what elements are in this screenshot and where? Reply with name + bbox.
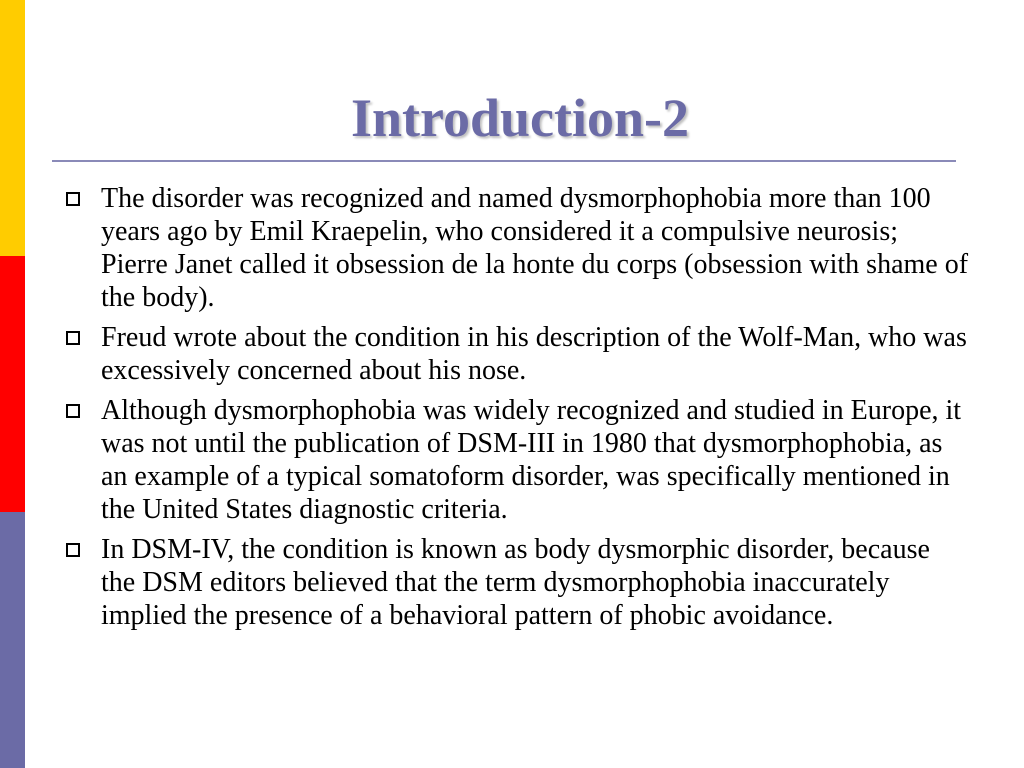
bullet-text: The disorder was recognized and named dysmorphophobia more than 100 years ago by Emil Kraepelin, who considered it a compulsive neurosis; Pierre Janet called it obsession de la honte du corps (obsession with shame of the body). (101, 183, 969, 313)
title-divider (52, 160, 956, 162)
bullet-text: In DSM-IV, the condition is known as body dysmorphic disorder, because the DSM editors believed that the term dysmorphophobia inaccurately implied the presence of a behavioral pattern of phobic avoidance. (101, 534, 930, 631)
side-bar-red-segment (0, 256, 25, 512)
bullet-item (60, 533, 970, 632)
bullet-text: Freud wrote about the condition in his description of the Wolf-Man, who was excessively concerned about his nose. (101, 322, 967, 386)
side-bar-yellow-segment (0, 0, 25, 256)
bullet-text: Although dysmorphophobia was widely recognized and studied in Europe, it was not until the publication of DSM-III in 1980 that dysmorphophobia, as an example of a typical somatoform disorder, was specifically mentioned in the United States diagnostic criteria. (101, 395, 962, 525)
bullet-item (60, 182, 970, 314)
hollow-square-icon (66, 543, 80, 557)
bullet-item (60, 394, 970, 526)
side-color-bar (0, 0, 25, 768)
bullet-item (60, 321, 970, 387)
hollow-square-icon (66, 404, 80, 418)
slide-title: Introduction-2 (350, 88, 690, 148)
hollow-square-icon (66, 331, 80, 345)
side-bar-purple-segment (0, 512, 25, 768)
bullet-list (60, 182, 970, 639)
hollow-square-icon (66, 192, 80, 206)
